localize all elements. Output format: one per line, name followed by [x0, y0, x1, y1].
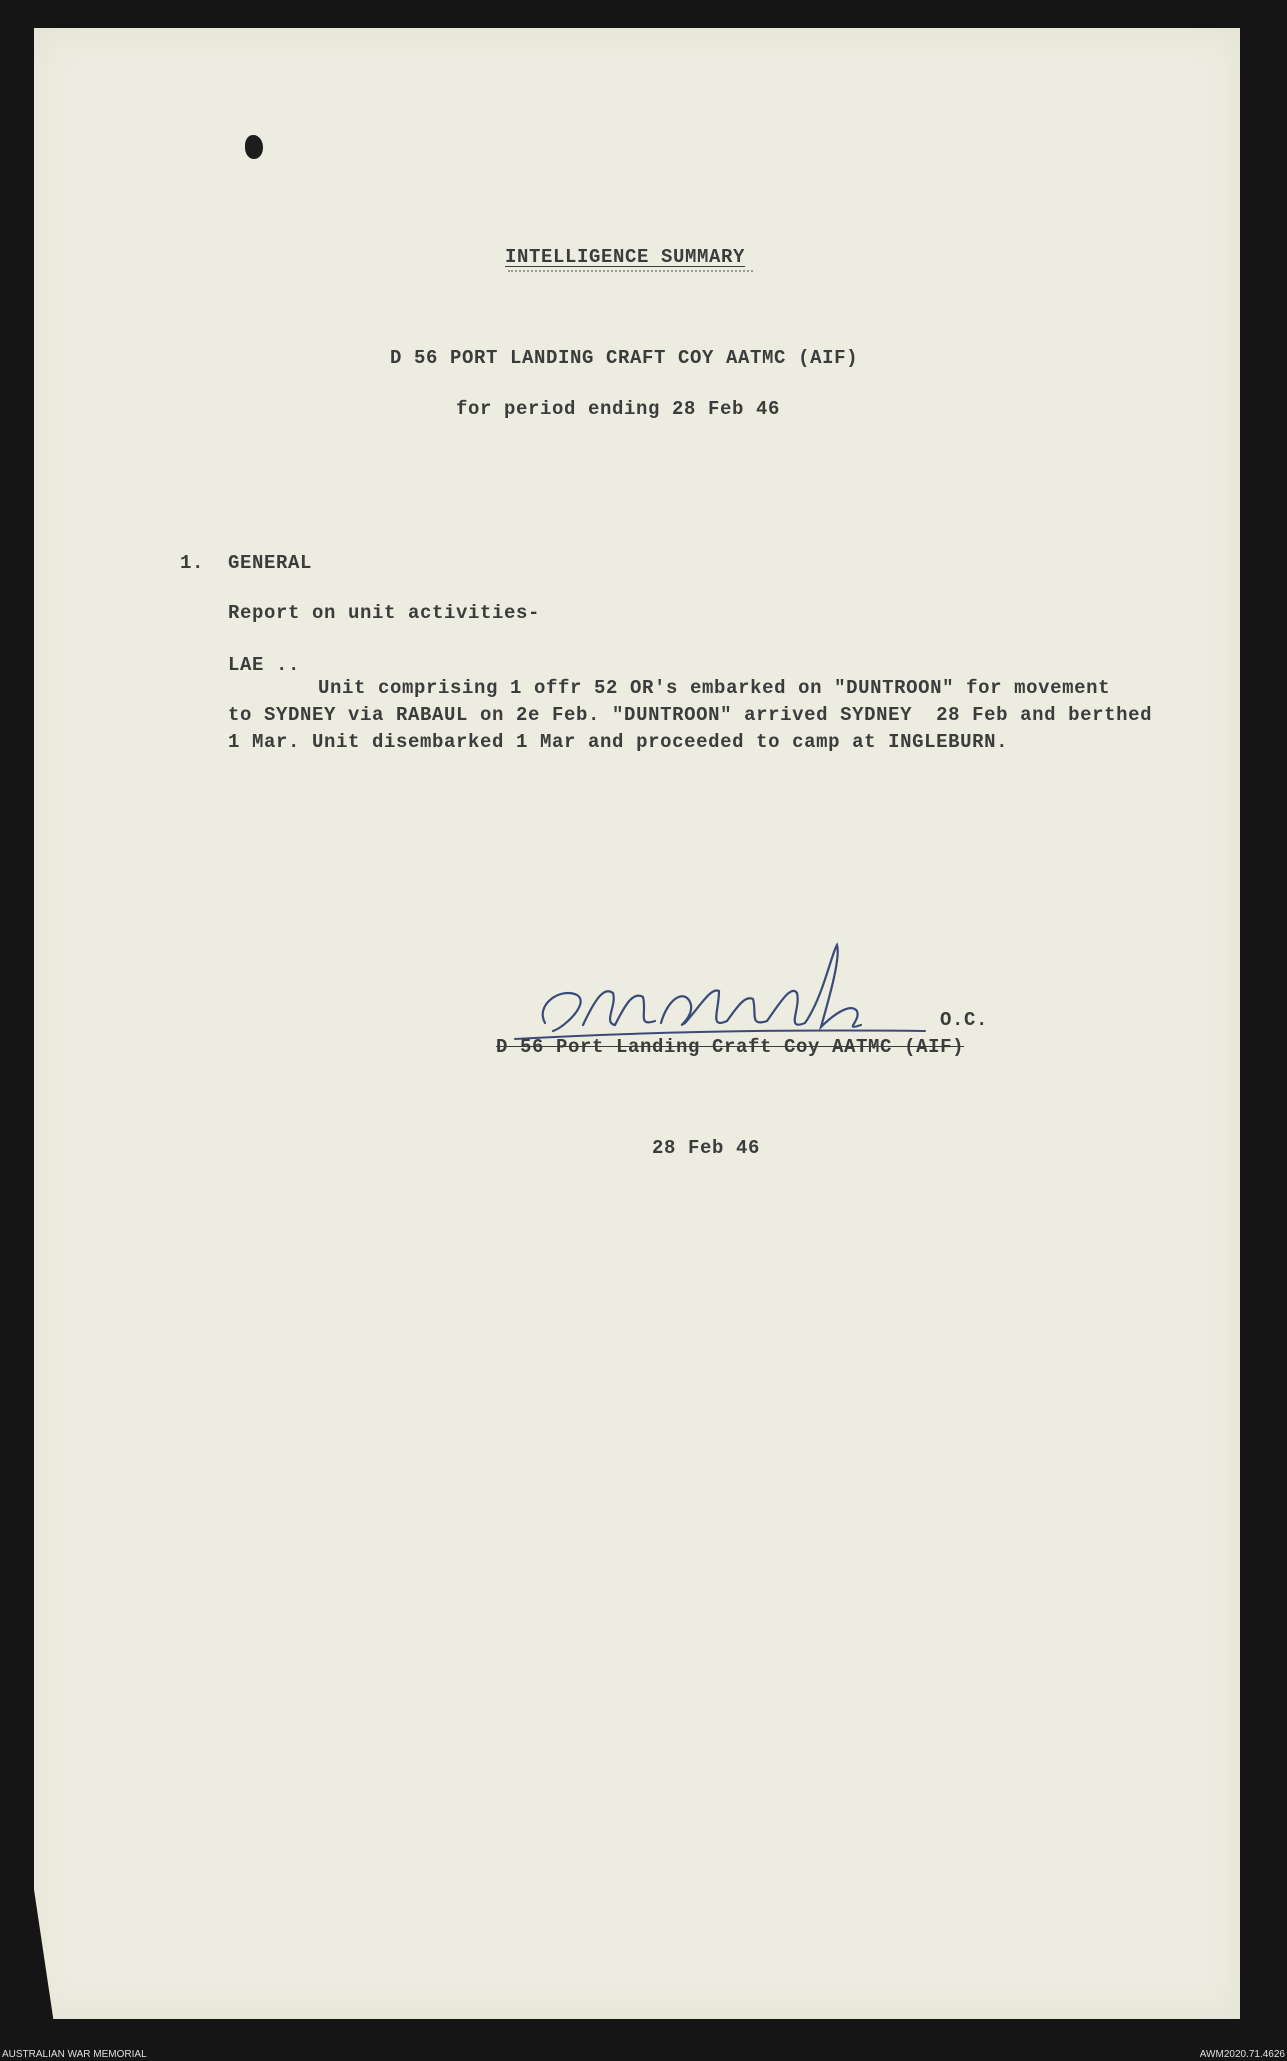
footer-right-label: AWM2020.71.4626	[1199, 2049, 1285, 2060]
paragraph-line: Unit comprising 1 offr 52 OR's embarked on "DUNTROON" for movement	[318, 677, 1111, 699]
punch-hole	[245, 135, 263, 159]
title-dotted-rule	[508, 270, 753, 272]
document-title: INTELLIGENCE SUMMARY	[505, 246, 746, 268]
document-date: 28 Feb 46	[652, 1137, 761, 1159]
signature-block: D 56 Port Landing Craft Coy AATMC (AIF)	[496, 1036, 965, 1058]
section-title: GENERAL	[228, 552, 313, 574]
paragraph-line: 1 Mar. Unit disembarked 1 Mar and proceeded to camp at INGLEBURN.	[228, 731, 1009, 753]
footer-left-label: AUSTRALIAN WAR MEMORIAL	[2, 2049, 147, 2060]
period-line: for period ending 28 Feb 46	[456, 398, 781, 420]
place-heading: LAE ..	[228, 654, 301, 676]
section-number: 1.	[180, 552, 205, 574]
unit-heading: D 56 PORT LANDING CRAFT COY AATMC (AIF)	[390, 347, 859, 369]
handwritten-signature	[505, 935, 975, 1050]
oc-label: O.C.	[940, 1009, 989, 1031]
report-line: Report on unit activities-	[228, 602, 541, 624]
paragraph-line: to SYDNEY via RABAUL on 2e Feb. "DUNTROON" arrived SYDNEY 28 Feb and berthed	[228, 704, 1153, 726]
